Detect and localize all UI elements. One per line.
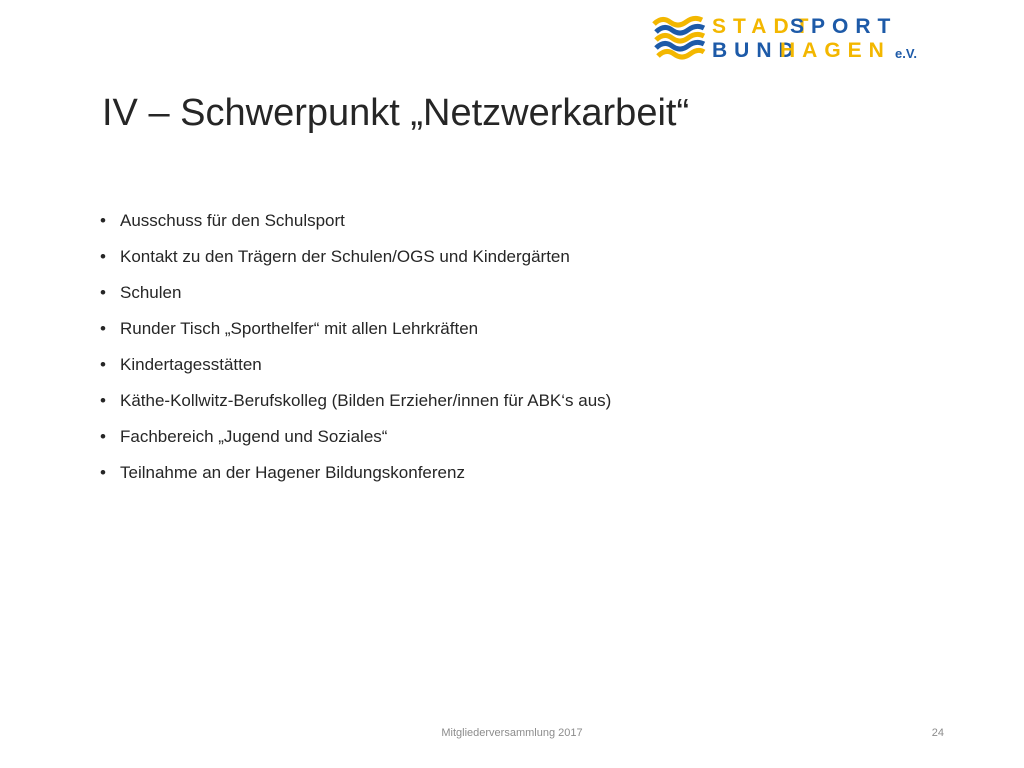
logo-suffix: e.V.	[895, 46, 917, 61]
bullet-text: Runder Tisch „Sporthelfer“ mit allen Lehrkräften	[120, 319, 479, 338]
bullet-text: Teilnahme an der Hagener Bildungskonferenz	[120, 463, 465, 482]
bullet-item	[100, 206, 611, 242]
bullet-dot-icon: •	[100, 211, 106, 230]
bullet-item	[100, 278, 611, 314]
waves-emblem-icon	[652, 14, 708, 64]
bullet-item	[100, 350, 611, 386]
bullet-text: Käthe-Kollwitz-Berufskolleg (Bilden Erzieher/innen für ABK‘s aus)	[120, 391, 612, 410]
bullet-text: Fachbereich „Jugend und Soziales“	[120, 427, 388, 446]
bullet-text: Ausschuss für den Schulsport	[120, 211, 345, 230]
logo-word-sport: SPORT	[790, 15, 898, 38]
stadtsportbund-logo	[652, 12, 922, 68]
bullet-text: Kontakt zu den Trägern der Schulen/OGS und Kindergärten	[120, 247, 570, 266]
bullet-item	[100, 314, 611, 350]
page-number: 24	[931, 727, 944, 739]
slide-title: IV – Schwerpunkt „Netzwerkarbeit“	[102, 92, 690, 134]
logo-word-hagen: HAGEN	[780, 39, 891, 62]
bullet-item	[100, 242, 611, 278]
bullet-item	[100, 386, 611, 422]
bullet-dot-icon: •	[100, 427, 106, 446]
bullet-dot-icon: •	[100, 247, 106, 266]
bullet-item	[100, 422, 611, 458]
bullet-dot-icon: •	[100, 283, 106, 302]
logo-word-stadt: STADT	[712, 15, 816, 38]
bullet-text: Schulen	[120, 283, 182, 302]
bullet-dot-icon: •	[100, 463, 106, 482]
logo-word-bund: BUND	[712, 39, 801, 62]
bullet-item	[100, 458, 611, 494]
bullet-dot-icon: •	[100, 319, 106, 338]
bullet-dot-icon: •	[100, 391, 106, 410]
bullet-list	[100, 206, 611, 494]
bullet-dot-icon: •	[100, 355, 106, 374]
bullet-text: Kindertagesstätten	[120, 355, 262, 374]
footer-text: Mitgliederversammlung 2017	[441, 727, 583, 739]
